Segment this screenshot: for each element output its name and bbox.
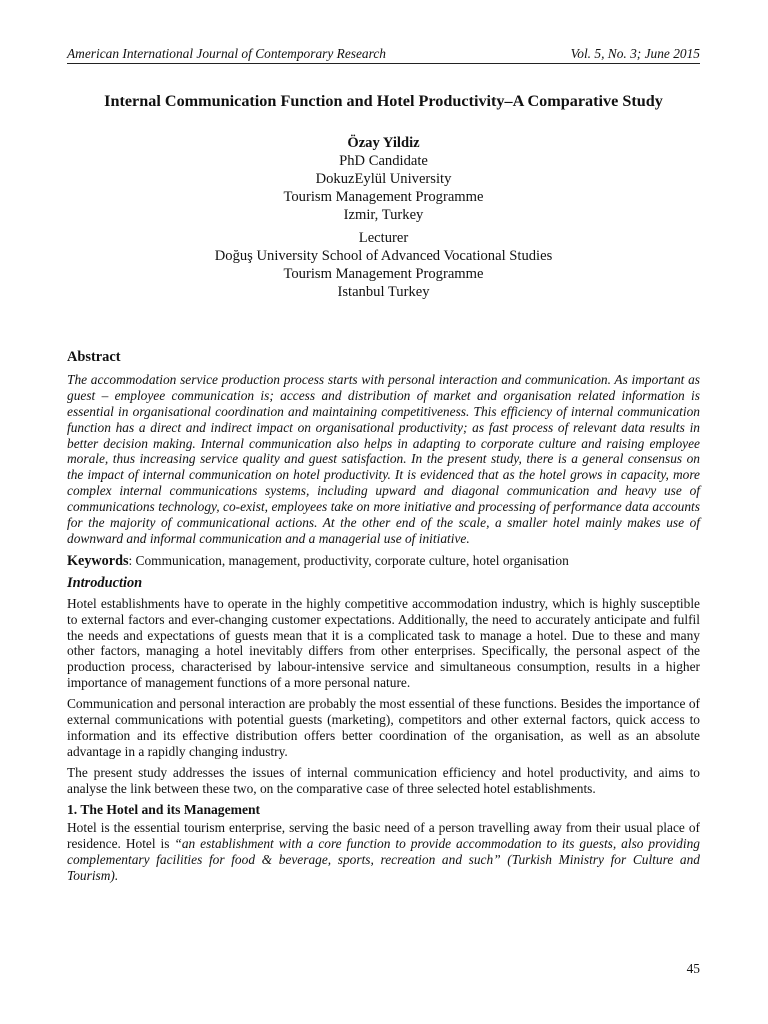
affiliation-line: DokuzEylül University	[315, 171, 452, 187]
affiliation-line: Tourism Management Programme	[283, 266, 484, 282]
issue-info: Vol. 5, No. 3; June 2015	[570, 46, 700, 61]
running-header	[67, 46, 700, 64]
affiliation-line: Lecturer	[358, 230, 409, 246]
introduction-paragraph: Communication and personal interaction are probably the most essential of these functions. Besides the importance of external communications with potential guests (marketing), competitors and other external factors, quick access to information and its effective distribution offers better coordination of the organisation, as well as an absolute advantage in a rapidly changing industry.	[67, 696, 700, 759]
section-quote: “an establishment with a core function to provide accommodation to its guests, also providing complementary facilities for food & beverage, sports, recreation and such” (Turkish Ministry for Culture and Tourism).	[67, 836, 700, 884]
page-number: 45	[686, 961, 700, 976]
keywords-line	[67, 553, 700, 570]
introduction-paragraph: Hotel establishments have to operate in the highly competitive accommodation industry, which is highly susceptible to external factors and ever-changing customer expectations. Additionally, the need to accurately anticipate and fulfil the needs and expectations of guests mean that it is a complicated task to manage a hotel. Due to these and many other factors, managing a hotel inevitably differs from other enterprises. Specifically, the personal aspect of the production process, characterised by labour-intensive service and simultaneous consumption, results in a higher importance of management functions of a more personal nature.	[67, 595, 700, 691]
affiliation-line: Doğuş University School of Advanced Vocational Studies	[214, 248, 553, 264]
affiliation-line: Izmir, Turkey	[343, 207, 424, 223]
introduction-heading: Introduction	[67, 574, 143, 591]
abstract-text: The accommodation service production process starts with personal interaction and communication. As important as guest – employee communication is; access and distribution of market and organisation related information is essential in organisational coordination and maintaining competitiveness. This efficiency of internal communication function has a direct and indirect impact on organisational productivity; as fast process of relevant data results in better decision making. Internal communication also helps in adapting to corporate culture and raising employee morale, thus increasing service quality and guest satisfaction. In the present study, there is a general consensus on the impact of internal communication on hotel productivity. It is evidenced that as the hotel grows in capacity, more complex internal communications systems, including upward and diagonal communication and heavy use of communications technology, co-exist, employees take on more initiative and processing of performance data accounts for the majority of communicational actions. At the other end of the scale, a smaller hotel mainly makes use of downward and informal communication and a managerial use of initiative.	[67, 371, 700, 546]
journal-name: American International Journal of Contemporary Research	[67, 46, 386, 61]
affiliation-line: Istanbul Turkey	[337, 284, 430, 300]
abstract-heading: Abstract	[67, 349, 121, 365]
section-heading: 1. The Hotel and its Management	[67, 801, 261, 817]
author-block	[67, 134, 700, 301]
affiliation-line: Tourism Management Programme	[283, 189, 484, 205]
affiliation-line: PhD Candidate	[339, 153, 428, 169]
introduction-paragraph: The present study addresses the issues of internal communication efficiency and hotel productivity, and aims to analyse the link between these two, on the comparative case of three selected hotel establishments.	[67, 764, 700, 796]
section-text: Hotel is the essential tourism enterprise, serving the basic need of a person travelling away from their usual place of residence. Hotel is	[67, 820, 700, 852]
author-name: Özay Yildiz	[347, 135, 420, 151]
keywords-label: Keywords	[67, 552, 129, 569]
keywords-text: : Communication, management, productivity, corporate culture, hotel organisation	[128, 552, 569, 568]
section-paragraph	[67, 820, 700, 884]
paper-title: Internal Communication Function and Hotel Productivity–A Comparative Study	[104, 92, 663, 110]
body-text	[67, 350, 700, 889]
